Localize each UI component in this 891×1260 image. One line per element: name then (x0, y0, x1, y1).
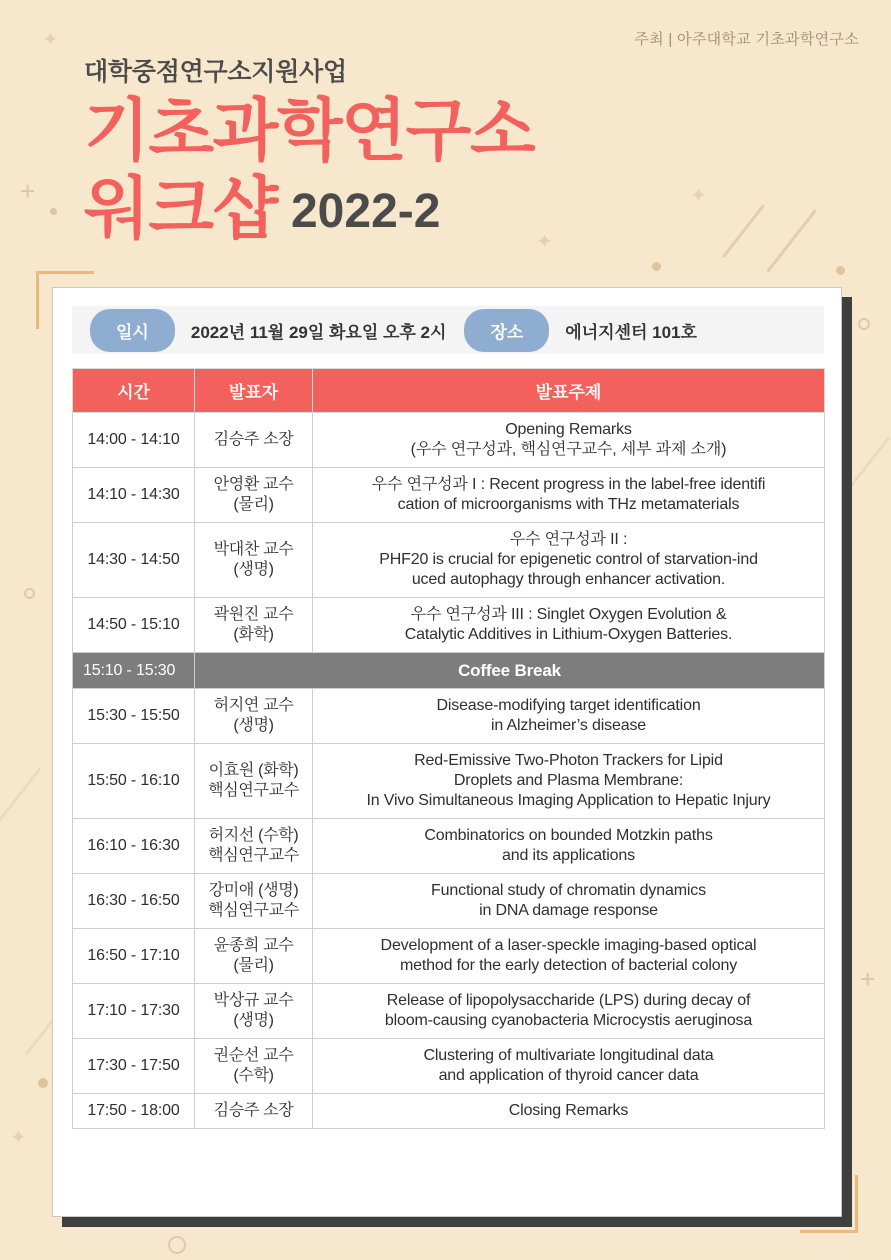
cell-speaker: 이효원 (화학) 핵심연구교수 (195, 744, 313, 819)
cell-topic (313, 598, 825, 653)
cell-time: 14:10 - 14:30 (73, 468, 195, 523)
cell-time: 16:30 - 16:50 (73, 874, 195, 929)
dot-decoration (836, 266, 845, 275)
dot-decoration (38, 1078, 48, 1088)
page-title: 기초과학연구소 (84, 93, 535, 169)
sparkle-decoration: ✦ (10, 1127, 27, 1149)
cell-time: 16:10 - 16:30 (73, 819, 195, 874)
topic-line: method for the early detection of bacterial colony (399, 957, 738, 975)
topic-line: 우수 연구성과 III : Singlet Oxygen Evolution & (410, 606, 727, 623)
topic-line: Development of a laser-speckle imaging-based optical (380, 937, 757, 955)
cell-time: 15:50 - 16:10 (73, 744, 195, 819)
topic-line: cation of microorganisms with THz metamaterials (397, 496, 740, 513)
page-title-workshop: 워크샵 (84, 171, 277, 247)
cell-speaker: 권순선 교수 (수학) (195, 1039, 313, 1094)
table-row (73, 819, 825, 874)
cell-time: 16:50 - 17:10 (73, 929, 195, 984)
column-header-topic: 발표주제 (313, 369, 825, 413)
table-header-row (73, 369, 825, 413)
cell-time: 17:50 - 18:00 (73, 1094, 195, 1129)
topic-line: Catalytic Additives in Lithium-Oxygen Batteries. (404, 626, 733, 643)
topic-line: Combinatorics on bounded Motzkin paths (424, 827, 713, 845)
cell-topic (313, 1094, 825, 1129)
cell-speaker: 김승주 소장 (195, 413, 313, 468)
topic-line: bloom-causing cyanobacteria Microcystis aeruginosa (384, 1012, 753, 1030)
table-row (73, 653, 825, 689)
column-header-time: 시간 (73, 369, 195, 413)
topic-line: uced autophagy through enhancer activation. (411, 571, 726, 588)
topic-line: Clustering of multivariate longitudinal data (423, 1047, 714, 1065)
topic-line: 우수 연구성과 I : Recent progress in the label-free identifi (371, 476, 766, 493)
column-header-speaker: 발표자 (195, 369, 313, 413)
table-row (73, 689, 825, 744)
cell-topic (313, 984, 825, 1039)
table-row (73, 523, 825, 598)
place-value: 에너지센터 101호 (565, 322, 697, 342)
topic-line: (우수 연구성과, 핵심연구교수, 세부 과제 소개) (410, 441, 727, 458)
sparkle-decoration: ✦ (536, 231, 553, 253)
date-label-chip: 일시 (90, 309, 175, 352)
table-row (73, 598, 825, 653)
topic-line: Release of lipopolysaccharide (LPS) during decay of (386, 992, 751, 1010)
plus-decoration: + (860, 964, 876, 994)
cell-topic (313, 523, 825, 598)
slash-decoration (766, 209, 816, 272)
sparkle-decoration: ✦ (42, 29, 59, 51)
ring-decoration (24, 588, 35, 599)
program-kicker: 대학중점연구소지원사업 (84, 58, 347, 86)
topic-line: and its applications (502, 847, 635, 865)
cell-break-label: Coffee Break (195, 653, 825, 689)
sparkle-decoration: ✦ (690, 185, 707, 207)
cell-topic (313, 413, 825, 468)
dot-decoration (50, 208, 57, 215)
topic-line: Droplets and Plasma Membrane: (453, 772, 684, 790)
cell-topic (313, 468, 825, 523)
cell-speaker: 안영환 교수 (물리) (195, 468, 313, 523)
cell-time: 15:10 - 15:30 (73, 653, 195, 689)
cell-speaker: 김승주 소장 (195, 1094, 313, 1129)
cell-time: 14:30 - 14:50 (73, 523, 195, 598)
topic-line: and application of thyroid cancer data (438, 1067, 699, 1085)
slash-decoration (0, 768, 41, 833)
schedule-table-body (73, 413, 825, 1129)
page-title-second-line (84, 171, 441, 247)
topic-line: Opening Remarks (505, 421, 632, 438)
ring-decoration (858, 318, 870, 330)
topic-line: Functional study of chromatin dynamics (431, 882, 706, 900)
host-credit: 주최 | 아주대학교 기초과학연구소 (634, 31, 859, 48)
place-label-chip: 장소 (464, 309, 549, 352)
ring-decoration (168, 1236, 186, 1254)
slash-decoration (722, 204, 765, 258)
corner-bracket-top-left (36, 271, 94, 329)
topic-line: 우수 연구성과 II : (509, 531, 628, 548)
cell-time: 17:10 - 17:30 (73, 984, 195, 1039)
cell-speaker: 박상규 교수 (생명) (195, 984, 313, 1039)
topic-line: Red-Emissive Two-Photon Trackers for Lipid (414, 752, 723, 770)
topic-line: Disease-modifying target identification (436, 697, 701, 715)
cell-time: 14:50 - 15:10 (73, 598, 195, 653)
table-row (73, 1094, 825, 1129)
cell-topic (313, 1039, 825, 1094)
cell-topic (313, 929, 825, 984)
topic-line: in Alzheimer’s disease (490, 717, 647, 735)
table-row (73, 744, 825, 819)
topic-line: Closing Remarks (508, 1102, 629, 1120)
cell-time: 14:00 - 14:10 (73, 413, 195, 468)
cell-speaker: 허지선 (수학) 핵심연구교수 (195, 819, 313, 874)
event-info-bar (72, 306, 824, 354)
topic-line: in DNA damage response (479, 902, 658, 920)
page-title-year: 2022-2 (290, 185, 441, 239)
cell-topic (313, 874, 825, 929)
cell-speaker: 허지연 교수 (생명) (195, 689, 313, 744)
cell-topic (313, 689, 825, 744)
cell-speaker: 윤종희 교수 (물리) (195, 929, 313, 984)
corner-bracket-bottom-right (800, 1175, 858, 1233)
cell-topic (313, 819, 825, 874)
cell-speaker: 곽원진 교수 (화학) (195, 598, 313, 653)
topic-line: In Vivo Simultaneous Imaging Application to Hepatic Injury (366, 792, 771, 810)
date-value: 2022년 11월 29일 화요일 오후 2시 (190, 322, 447, 342)
schedule-table (72, 368, 825, 1129)
table-row (73, 413, 825, 468)
plus-decoration: + (20, 176, 36, 206)
table-row (73, 874, 825, 929)
schedule-card (52, 287, 842, 1217)
cell-time: 15:30 - 15:50 (73, 689, 195, 744)
cell-speaker: 박대찬 교수 (생명) (195, 523, 313, 598)
table-row (73, 468, 825, 523)
cell-topic (313, 744, 825, 819)
cell-time: 17:30 - 17:50 (73, 1039, 195, 1094)
table-row (73, 984, 825, 1039)
cell-speaker: 강미애 (생명) 핵심연구교수 (195, 874, 313, 929)
table-row (73, 1039, 825, 1094)
topic-line: PHF20 is crucial for epigenetic control of starvation-ind (379, 551, 758, 568)
dot-decoration (652, 262, 661, 271)
table-row (73, 929, 825, 984)
